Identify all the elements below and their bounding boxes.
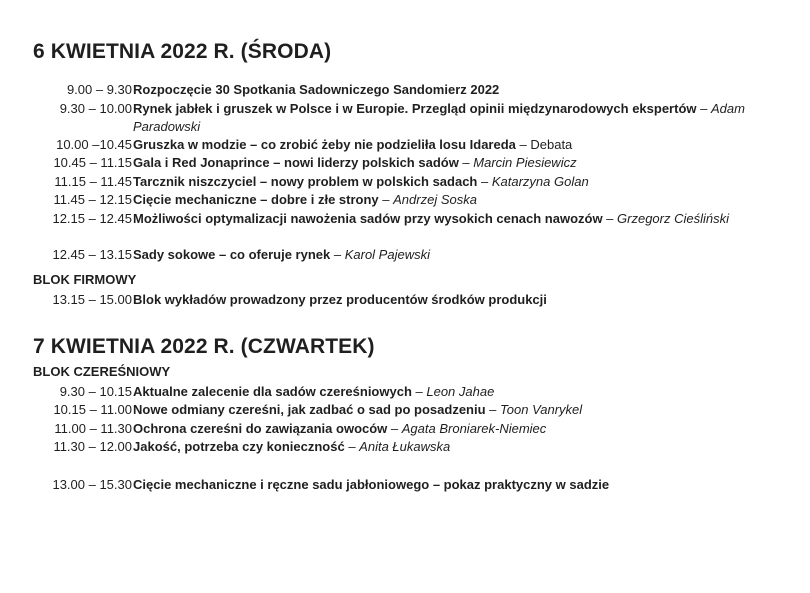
separator: – xyxy=(344,439,360,454)
schedule-title: Aktualne zalecenie dla sadów czereśniowych xyxy=(133,384,412,399)
schedule-title: Ochrona czereśni do zawiązania owoców xyxy=(133,421,388,436)
schedule-time: 12.15 – 12.45 xyxy=(52,211,132,226)
schedule-title: Tarcznik niszczyciel – nowy problem w polskich sadach xyxy=(133,174,478,189)
separator: – xyxy=(477,174,492,189)
separator: – xyxy=(378,192,394,207)
schedule-description xyxy=(133,81,803,99)
block-heading-firmowy: BLOK FIRMOWY xyxy=(33,272,137,287)
schedule-description xyxy=(133,438,803,456)
speaker-name: Grzegorz Cieśliński xyxy=(617,211,730,226)
separator: – xyxy=(696,101,711,116)
schedule-time: 13.00 – 15.30 xyxy=(52,477,132,492)
schedule-title: Rynek jabłek i gruszek w Polsce i w Europie. Przegląd opinii międzynarodowych ekspertów xyxy=(133,101,697,116)
schedule-time: 9.30 – 10.15 xyxy=(59,384,132,399)
schedule-time: 11.45 – 12.15 xyxy=(53,192,132,207)
speaker-name: Agata Broniarek-Niemiec xyxy=(401,421,547,436)
speaker-name: Toon Vanrykel xyxy=(500,402,583,417)
separator: – xyxy=(330,247,345,262)
schedule-title: Blok wykładów prowadzony przez producentów środków produkcji xyxy=(133,292,547,307)
schedule-time: 11.15 – 11.45 xyxy=(54,174,132,189)
schedule-description xyxy=(133,291,803,309)
schedule-time: 10.00 –10.45 xyxy=(56,137,132,152)
schedule-note: Debata xyxy=(530,137,573,152)
separator: – xyxy=(411,384,427,399)
schedule-description xyxy=(133,173,803,191)
day-heading-1: 6 KWIETNIA 2022 R. (ŚRODA) xyxy=(33,40,332,63)
schedule-description xyxy=(133,191,803,209)
schedule-description xyxy=(133,154,803,172)
separator: – xyxy=(602,211,618,226)
schedule-title: Możliwości optymalizacji nawożenia sadów przy wysokich cenach nawozów xyxy=(133,211,603,226)
schedule-description xyxy=(133,383,803,401)
separator: – xyxy=(485,402,501,417)
schedule-description xyxy=(133,210,803,228)
schedule-title: Sady sokowe – co oferuje rynek xyxy=(133,247,331,262)
speaker-name: Katarzyna Golan xyxy=(491,174,589,189)
schedule-description xyxy=(133,401,803,419)
schedule-time: 12.45 – 13.15 xyxy=(52,247,132,262)
schedule-title: Gruszka w modzie – co zrobić żeby nie podzieliła losu Idareda xyxy=(133,137,516,152)
schedule-title: Cięcie mechaniczne i ręczne sadu jabłoniowego – pokaz praktyczny w sadzie xyxy=(133,477,610,492)
schedule-time: 9.00 – 9.30 xyxy=(66,82,132,97)
schedule-title: Jakość, potrzeba czy konieczność xyxy=(133,439,345,454)
speaker-name: Leon Jahae xyxy=(426,384,495,399)
separator: – xyxy=(387,421,402,436)
schedule-description xyxy=(133,100,803,136)
schedule-description xyxy=(133,476,803,494)
speaker-name: Anita Łukawska xyxy=(359,439,451,454)
schedule-time: 10.15 – 11.00 xyxy=(53,402,132,417)
schedule-description xyxy=(133,136,803,154)
schedule-time: 13.15 – 15.00 xyxy=(52,292,132,307)
block-heading-czeresniowy: BLOK CZEREŚNIOWY xyxy=(33,364,171,379)
schedule-title: Rozpoczęcie 30 Spotkania Sadowniczego Sandomierz 2022 xyxy=(133,82,500,97)
schedule-description xyxy=(133,246,803,264)
speaker-name: Karol Pajewski xyxy=(344,247,430,262)
schedule-time: 11.00 – 11.30 xyxy=(54,421,132,436)
separator: – xyxy=(515,137,531,152)
schedule-description xyxy=(133,420,803,438)
schedule-title: Gala i Red Jonaprince – nowi liderzy polskich sadów xyxy=(133,155,459,170)
speaker-name: Marcin Piesiewicz xyxy=(473,155,577,170)
schedule-time: 9.30 – 10.00 xyxy=(59,101,132,116)
schedule-time: 10.45 – 11.15 xyxy=(53,155,132,170)
speaker-name: Andrzej Soska xyxy=(393,192,477,207)
schedule-title: Cięcie mechaniczne – dobre i złe strony xyxy=(133,192,379,207)
schedule-time: 11.30 – 12.00 xyxy=(53,439,132,454)
speaker-name: Adam Paradowski xyxy=(133,101,745,134)
schedule-title: Nowe odmiany czereśni, jak zadbać o sad po posadzeniu xyxy=(133,402,486,417)
day-heading-2: 7 KWIETNIA 2022 R. (CZWARTEK) xyxy=(33,335,375,358)
separator: – xyxy=(458,155,474,170)
